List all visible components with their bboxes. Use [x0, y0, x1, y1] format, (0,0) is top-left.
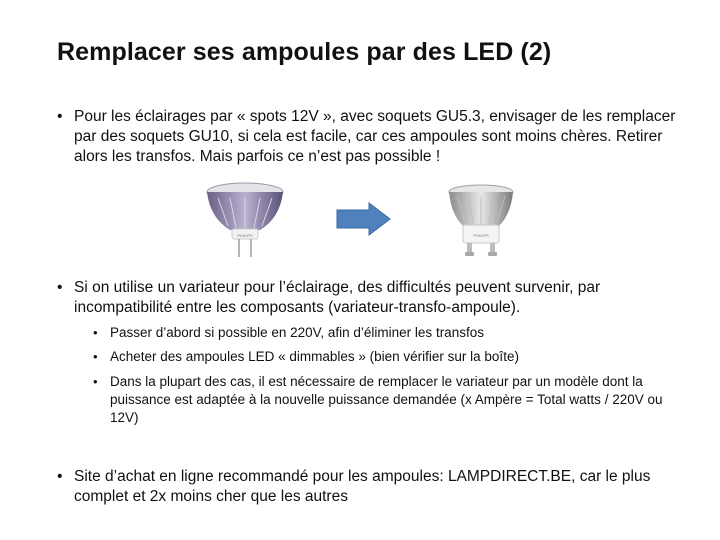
page-title: Remplacer ses ampoules par des LED (2) [57, 38, 552, 66]
gu10-brand-label: PHILIPS [473, 233, 489, 238]
sub-bullet-variateur: • Dans la plupart des cas, il est nécessaire de remplacer le variateur par un modèle dont la puissance est adaptée à la nouvelle puissance demandée (x Ampère = Total watts / 220V ou 12V) [110, 373, 680, 427]
bullet-variateur: • Si on utilise un variateur pour l’éclairage, des difficultés peuvent survenir, par incompatibilité entre les composants (variateur-transfo-ampoule). [74, 278, 694, 318]
mr16-brand-label: PHILIPS [237, 233, 253, 238]
bullet-lampdirect: • Site d’achat en ligne recommandé pour les ampoules: LAMPDIRECT.BE, car le plus complet et 2x moins cher que les autres [74, 467, 694, 507]
mr16-bulb-image [200, 178, 290, 268]
gu10-bulb-image [441, 182, 521, 264]
sub-bullet-220v: • Passer d’abord si possible en 220V, afin d’éliminer les transfos [110, 324, 680, 342]
bullet-spots: • Pour les éclairages par « spots 12V », avec soquets GU5.3, envisager de les remplacer par des soquets GU10, si cela est facile, car ces ampoules sont moins chères. Retirer alors les transfos. Mais parfois ce n’est pas possible ! [74, 107, 694, 167]
sub-bullet-dimmables: • Acheter des ampoules LED « dimmables » (bien vérifier sur la boîte) [110, 348, 680, 366]
arrow-right-icon [336, 202, 392, 236]
